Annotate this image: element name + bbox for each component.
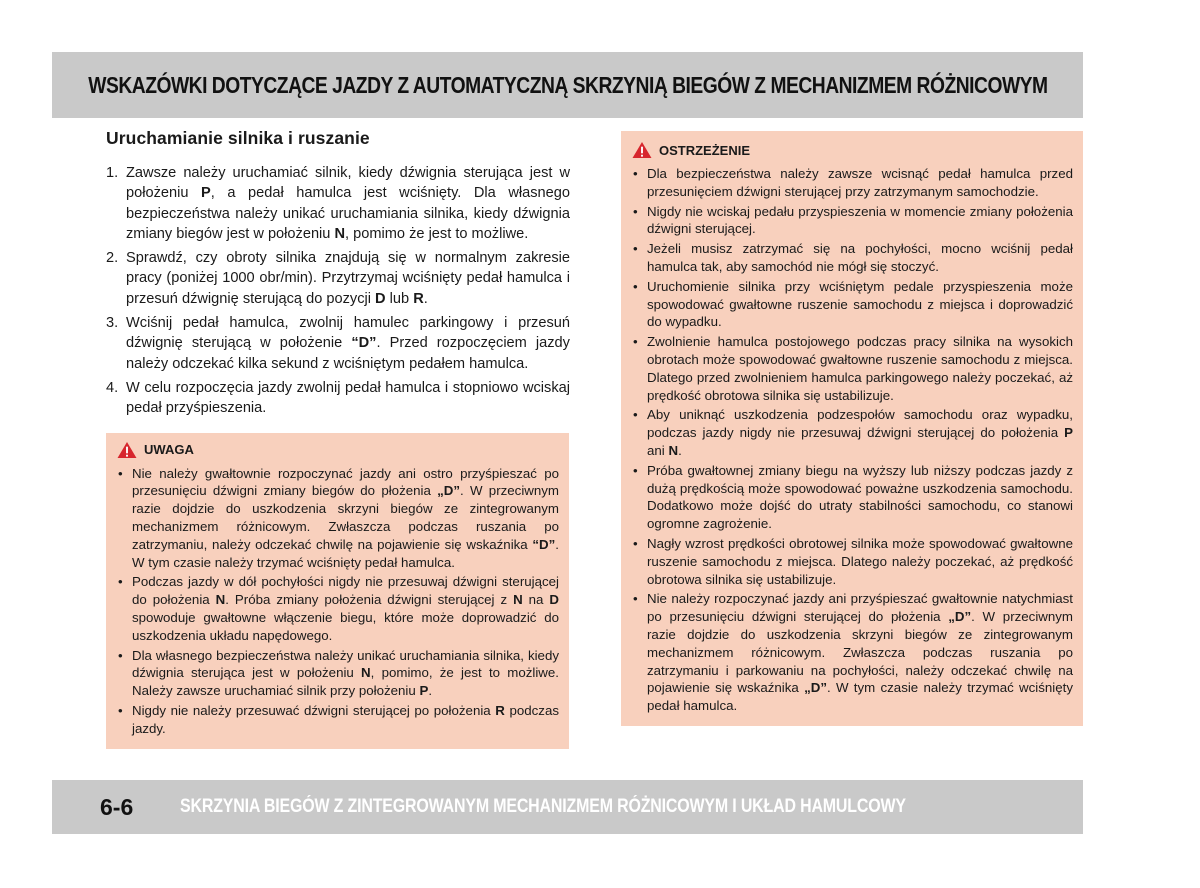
step-number: 3. bbox=[106, 315, 119, 332]
text-run: Aby uniknąć uszkodzenia podzespołów samochodu oraz wypadku, podczas jazdy nigdy nie przesuwaj dźwigni sterującej do położenia bbox=[647, 407, 1073, 441]
footer-band bbox=[52, 780, 1083, 834]
caution-header bbox=[116, 441, 559, 459]
text-run: Wciśnij pedał hamulca, zwolnij hamulec parkingowy i przesuń dźwignię sterującą w położenie bbox=[126, 315, 570, 352]
caution-box bbox=[106, 433, 569, 749]
bullet-item bbox=[116, 702, 559, 738]
text-run: lub bbox=[385, 290, 414, 307]
bullet-item bbox=[631, 406, 1073, 459]
bold-term: R bbox=[413, 290, 424, 307]
text-run: . Przed rozpoczęciem jazdy należy odczekać kilka sekund z wciśniętym pedałem hamulca. bbox=[126, 335, 570, 372]
text-run: , pomimo że jest to możliwe. bbox=[345, 225, 529, 242]
text-run: Jeżeli musisz zatrzymać się na pochyłości, mocno wciśnij pedał hamulca tak, aby samochód nie mógł się stoczyć. bbox=[647, 241, 1073, 274]
warning-triangle-icon bbox=[116, 441, 138, 459]
chapter-title: SKRZYNIA BIEGÓW Z ZINTEGROWANYM MECHANIZMEM RÓŻNICOWYM I UKŁAD HAMULCOWY bbox=[180, 796, 906, 817]
step-item bbox=[106, 313, 570, 374]
bold-term: “D” bbox=[351, 335, 377, 352]
bold-term: „D” bbox=[948, 609, 972, 625]
text-run: Podczas jazdy w dół pochyłości nigdy nie przesuwaj dźwigni sterującej do położenia bbox=[132, 574, 559, 608]
text-run: , a pedał hamulca jest wciśnięty. Dla własnego bezpieczeństwa należy unikać uruchamiania silnika, kiedy dźwignia zmiany biegów jest w położeniu bbox=[126, 185, 570, 242]
text-run: Nigdy nie należy przesuwać dźwigni sterującej po położenia bbox=[132, 702, 496, 718]
bold-term: “D” bbox=[532, 536, 556, 552]
text-run: Zawsze należy uruchamiać silnik, kiedy dźwignia sterująca jest w położeniu bbox=[126, 165, 570, 202]
text-run: . Próba zmiany położenia dźwigni sterującej z bbox=[225, 592, 514, 608]
text-run: Uruchomienie silnika przy wciśniętym pedale przyspieszenia może spowodować gwałtowne ruszenie samochodu z miejsca i doprowadzić do wypadku. bbox=[647, 278, 1073, 330]
warning-triangle-icon bbox=[631, 141, 653, 159]
left-column bbox=[106, 128, 570, 749]
caution-list bbox=[116, 465, 559, 738]
step-number: 1. bbox=[106, 165, 119, 181]
step-number: 2. bbox=[106, 250, 119, 267]
text-run: Zwolnienie hamulca postojowego podczas pracy silnika na wysokich obrotach może spowodować gwałtowne ruszenie samochodu z miejsca. Dlatego przed zwolnieniem hamulca parkingowego należy poczekać, aż prędkość obrotowa silnika się ustabilizuje. bbox=[647, 334, 1073, 403]
text-run: . W tym czasie należy trzymać wciśnięty pedał hamulca. bbox=[132, 536, 559, 570]
warning-label: OSTRZEŻENIE bbox=[659, 142, 751, 158]
bold-term: N bbox=[215, 592, 226, 608]
right-column bbox=[621, 131, 1083, 726]
text-run: Nagły wzrost prędkości obrotowej silnika może spowodować gwałtowne ruszenie samochodu z miejsca. Dlatego należy poczekać, aż prędkość obrotowa silnika się ustabilizuje. bbox=[647, 535, 1073, 587]
text-run: Nie należy rozpoczynać jazdy ani przyśpieszać gwałtownie natychmiast po przesunięciu dźwigni sterującej do płożenia bbox=[647, 591, 1073, 625]
header-band bbox=[52, 52, 1083, 118]
bullet-item bbox=[116, 647, 559, 700]
text-run: , pomimo, że jest to możliwe. Należy zawsze uruchamiać silnik przy położeniu bbox=[132, 665, 560, 699]
text-run: . W przeciwnym razie dojdzie do uszkodzenia skrzyni biegów ze zintegrowanym mechanizmem różnicowym. Zwłaszcza podczas ruszania po zatrzymaniu i parkowaniu na pochyłości, należy odczekać chwilę na pojawienie się wskaźnika bbox=[647, 609, 1074, 696]
text-run: . bbox=[428, 683, 433, 699]
warning-list bbox=[631, 165, 1073, 715]
bullet-item bbox=[631, 535, 1073, 588]
bold-term: N bbox=[513, 592, 523, 608]
text-run: spowoduje gwałtowne włączenie biegu, które może doprowadzić do uszkodzenia układu napędowego. bbox=[132, 609, 559, 643]
bold-term: „D” bbox=[437, 483, 461, 499]
text-run: Sprawdź, czy obroty silnika znajdują się w normalnym zakresie pracy (poniżej 1000 obr/min). Przytrzymaj wciśnięty pedał hamulca i przesuń dźwignię sterującą do pozycji bbox=[126, 250, 570, 307]
bold-term: D bbox=[375, 290, 386, 307]
text-run: . bbox=[423, 290, 428, 307]
step-item bbox=[106, 163, 570, 244]
section-title: Uruchamianie silnika i ruszanie bbox=[106, 128, 370, 148]
bold-term: R bbox=[495, 702, 505, 718]
step-item bbox=[106, 248, 570, 309]
text-run: podczas jazdy. bbox=[132, 702, 559, 736]
text-run: . W przeciwnym razie dojdzie do uszkodzenia skrzyni biegów ze zintegrowanym mechanizmem różnicowym. Zwłaszcza podczas ruszania po zatrzymaniu, należy odczekać chwilę na pojawienie się wskaźnika bbox=[132, 483, 560, 552]
bullet-item bbox=[116, 465, 559, 572]
bullet-item bbox=[631, 278, 1073, 331]
bold-term: N bbox=[668, 442, 679, 458]
text-run: Dla własnego bezpieczeństwa należy unikać uruchamiania silnika, kiedy dźwignia sterująca jest w położeniu bbox=[132, 647, 559, 681]
bold-term: „D” bbox=[804, 680, 827, 696]
bold-term: P bbox=[201, 185, 211, 202]
bullet-item bbox=[631, 165, 1073, 201]
page-title: WSKAZÓWKI DOTYCZĄCE JAZDY Z AUTOMATYCZNĄ SKRZYNIĄ BIEGÓW Z MECHANIZMEM RÓŻNICOWYM bbox=[87, 71, 1048, 98]
text-run: na bbox=[522, 592, 550, 608]
caution-label: UWAGA bbox=[144, 442, 194, 458]
steps-list bbox=[106, 163, 570, 419]
bullet-item bbox=[631, 333, 1073, 404]
bullet-item bbox=[116, 573, 559, 644]
step-number: 4. bbox=[106, 379, 119, 396]
text-run: . W tym czasie należy trzymać wciśnięty pedał hamulca. bbox=[647, 680, 1073, 714]
bullet-item bbox=[631, 240, 1073, 276]
warning-header bbox=[631, 141, 1073, 159]
bold-term: N bbox=[361, 665, 371, 681]
bullet-item bbox=[631, 203, 1073, 239]
text-run: Nie należy gwałtownie rozpoczynać jazdy ani ostro przyśpieszać po przesunięciu dźwigni zmiany biegów do płożenia bbox=[132, 465, 559, 499]
bold-term: D bbox=[549, 592, 560, 608]
step-item bbox=[106, 378, 570, 419]
text-run: Dla bezpieczeństwa należy zawsze wcisnąć pedał hamulca przed przesunięciem dźwigni sterującej przy zatrzymanym samochodzie. bbox=[647, 166, 1073, 199]
page-number: 6-6 bbox=[100, 793, 134, 820]
bold-term: N bbox=[334, 225, 346, 242]
warning-box bbox=[621, 131, 1083, 726]
bold-term: P bbox=[419, 683, 429, 699]
text-run: Nigdy nie wciskaj pedału przyspieszenia w momencie zmiany położenia dźwigni sterującej. bbox=[647, 203, 1073, 237]
text-run: . bbox=[678, 442, 682, 458]
bullet-item bbox=[631, 590, 1073, 715]
text-run: W celu rozpoczęcia jazdy zwolnij pedał hamulca i stopniowo wciskaj pedał przyśpieszenia. bbox=[126, 379, 570, 417]
text-run: Próba gwałtownej zmiany biegu na wyższy lub niższy podczas jazdy z dużą prędkością może spowodować poważne uszkodzenia samochodu. Dodatkowo może dojść do utraty stabilności samochodu, co stanowi ogromne zagrożenie. bbox=[647, 462, 1073, 532]
text-run: ani bbox=[647, 442, 669, 458]
bullet-item bbox=[631, 462, 1073, 533]
bold-term: P bbox=[1064, 425, 1073, 441]
